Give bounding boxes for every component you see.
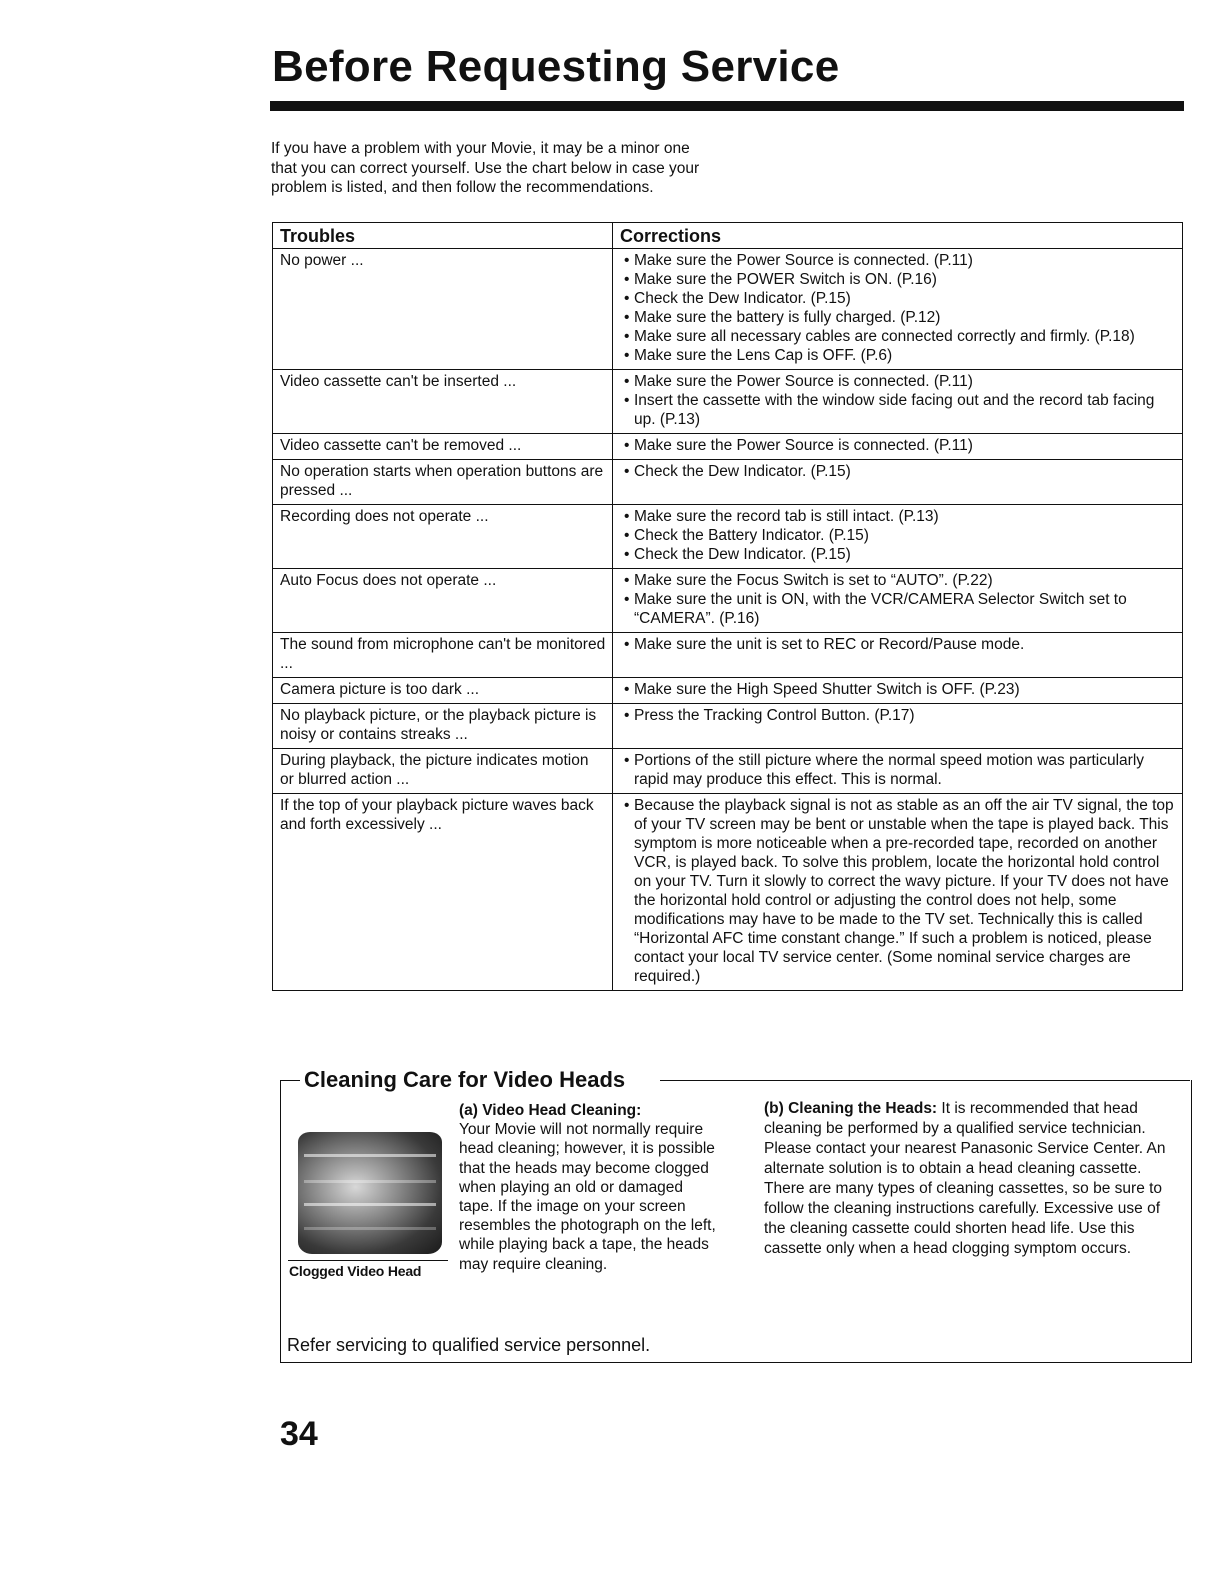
trouble-cell: Video cassette can't be removed ... [273,434,613,460]
refer-servicing-note: Refer servicing to qualified service personnel. [287,1335,651,1355]
table-row [273,505,1183,569]
page-number: 34 [280,1415,318,1453]
section-rule-left [280,1080,300,1081]
corrections-cell [613,434,1183,460]
intro-paragraph: If you have a problem with your Movie, it may be a minor one that you can correct yourself. Use the chart below in case your problem is listed, and then follow the recommendations. [271,140,700,196]
trouble-cell: No operation starts when operation buttons are pressed ... [273,460,613,505]
correction-item: • Check the Dew Indicator. (P.15) [620,289,1176,308]
correction-item: • Make sure all necessary cables are connected correctly and firmly. (P.18) [620,327,1176,346]
correction-item: • Make sure the unit is set to REC or Record/Pause mode. [620,635,1176,654]
section-rule-right [660,1080,1190,1081]
corrections-cell [613,633,1183,678]
correction-item: • Make sure the POWER Switch is ON. (P.16) [620,270,1176,289]
corrections-cell [613,249,1183,370]
correction-item: • Make sure the Power Source is connected. (P.11) [620,436,1176,455]
correction-item: • Make sure the unit is ON, with the VCR/CAMERA Selector Switch set to “CAMERA”. (P.16) [620,590,1176,628]
photo-caption-rule [288,1260,448,1261]
clogged-video-head-photo [298,1132,442,1254]
video-head-cleaning-heading: (a) Video Head Cleaning: [459,1102,642,1119]
correction-item: • Check the Dew Indicator. (P.15) [620,462,1176,481]
trouble-cell: Recording does not operate ... [273,505,613,569]
header-corrections: Corrections [613,223,1183,249]
table-row [273,569,1183,633]
correction-item: • Check the Battery Indicator. (P.15) [620,526,1176,545]
correction-item: • Check the Dew Indicator. (P.15) [620,545,1176,564]
trouble-cell: During playback, the picture indicates motion or blurred action ... [273,749,613,794]
video-head-cleaning-text [459,1101,719,1274]
table-row [273,460,1183,505]
table-row [273,633,1183,678]
correction-item: • Make sure the Power Source is connected. (P.11) [620,372,1176,391]
title-rule [270,101,1184,111]
correction-item: • Make sure the Lens Cap is OFF. (P.6) [620,346,1176,365]
corrections-cell [613,749,1183,794]
table-row [273,794,1183,991]
trouble-cell: If the top of your playback picture waves back and forth excessively ... [273,794,613,991]
cleaning-heads-heading: (b) Cleaning the Heads: [764,1100,938,1117]
corrections-cell [613,460,1183,505]
header-troubles: Troubles [273,223,613,249]
cleaning-heads-text [764,1099,1184,1259]
correction-item: • Press the Tracking Control Button. (P.17) [620,706,1176,725]
trouble-cell: Video cassette can't be inserted ... [273,370,613,434]
trouble-cell: No power ... [273,249,613,370]
correction-item: • Portions of the still picture where the normal speed motion was particularly rapid may produce this effect. This is normal. [620,751,1176,789]
trouble-cell: The sound from microphone can't be monitored ... [273,633,613,678]
correction-item: • Make sure the battery is fully charged. (P.12) [620,308,1176,327]
photo-caption: Clogged Video Head [289,1263,422,1279]
correction-item: • Make sure the record tab is still intact. (P.13) [620,507,1176,526]
correction-item: • Make sure the Focus Switch is set to “AUTO”. (P.22) [620,571,1176,590]
corrections-cell [613,569,1183,633]
table-row [273,678,1183,704]
correction-item: • Make sure the Power Source is connected. (P.11) [620,251,1176,270]
table-row [273,704,1183,749]
trouble-cell: No playback picture, or the playback picture is noisy or contains streaks ... [273,704,613,749]
corrections-cell [613,505,1183,569]
corrections-cell [613,370,1183,434]
corrections-cell [613,794,1183,991]
table-header-row [273,223,1183,249]
page-title: Before Requesting Service [272,42,840,91]
trouble-cell: Camera picture is too dark ... [273,678,613,704]
correction-item: • Because the playback signal is not as stable as an off the air TV signal, the top of your TV screen may be bent or unstable when the tape is played back. This symptom is more noticeable when a pre-recorded tape, recorded on another VCR, is played back. To solve this problem, locate the horizontal hold control on your TV. Turn it slowly to correct the wavy picture. If your TV does not have the horizontal hold control or adjusting the control does not help, some modifications may have to be made to the TV set. Technically this is called “Horizontal AFC time constant change.” If such a problem is noticed, please contact your local TV service center. (Some nominal service charges are required.) [620,796,1176,986]
corrections-cell [613,704,1183,749]
table-row [273,434,1183,460]
cleaning-heads-body: It is recommended that head cleaning be performed by a qualified service technician. Please contact your nearest Panasonic Service Center. An alternate solution is to obtain a head cleaning cassette. There are many types of cleaning cassettes, so be sure to follow the cleaning instructions carefully. Excessive use of the cleaning cassette could shorten head life. Use this cassette only when a head clogging symptom occurs. [764,1100,1166,1257]
correction-item: • Make sure the High Speed Shutter Switch is OFF. (P.23) [620,680,1176,699]
correction-item: • Insert the cassette with the window side facing out and the record tab facing up. (P.13) [620,391,1176,429]
table-row [273,249,1183,370]
corrections-cell [613,678,1183,704]
troubleshooting-table [272,222,1183,991]
cleaning-section-title: Cleaning Care for Video Heads [300,1067,629,1093]
table-row [273,749,1183,794]
trouble-cell: Auto Focus does not operate ... [273,569,613,633]
video-head-cleaning-body: Your Movie will not normally require head cleaning; however, it is possible that the heads may become clogged when playing an old or damaged tape. If the image on your screen resembles the photograph on the left, while playing back a tape, the heads may require cleaning. [459,1121,716,1273]
table-row [273,370,1183,434]
troubleshooting-rows [273,249,1183,991]
